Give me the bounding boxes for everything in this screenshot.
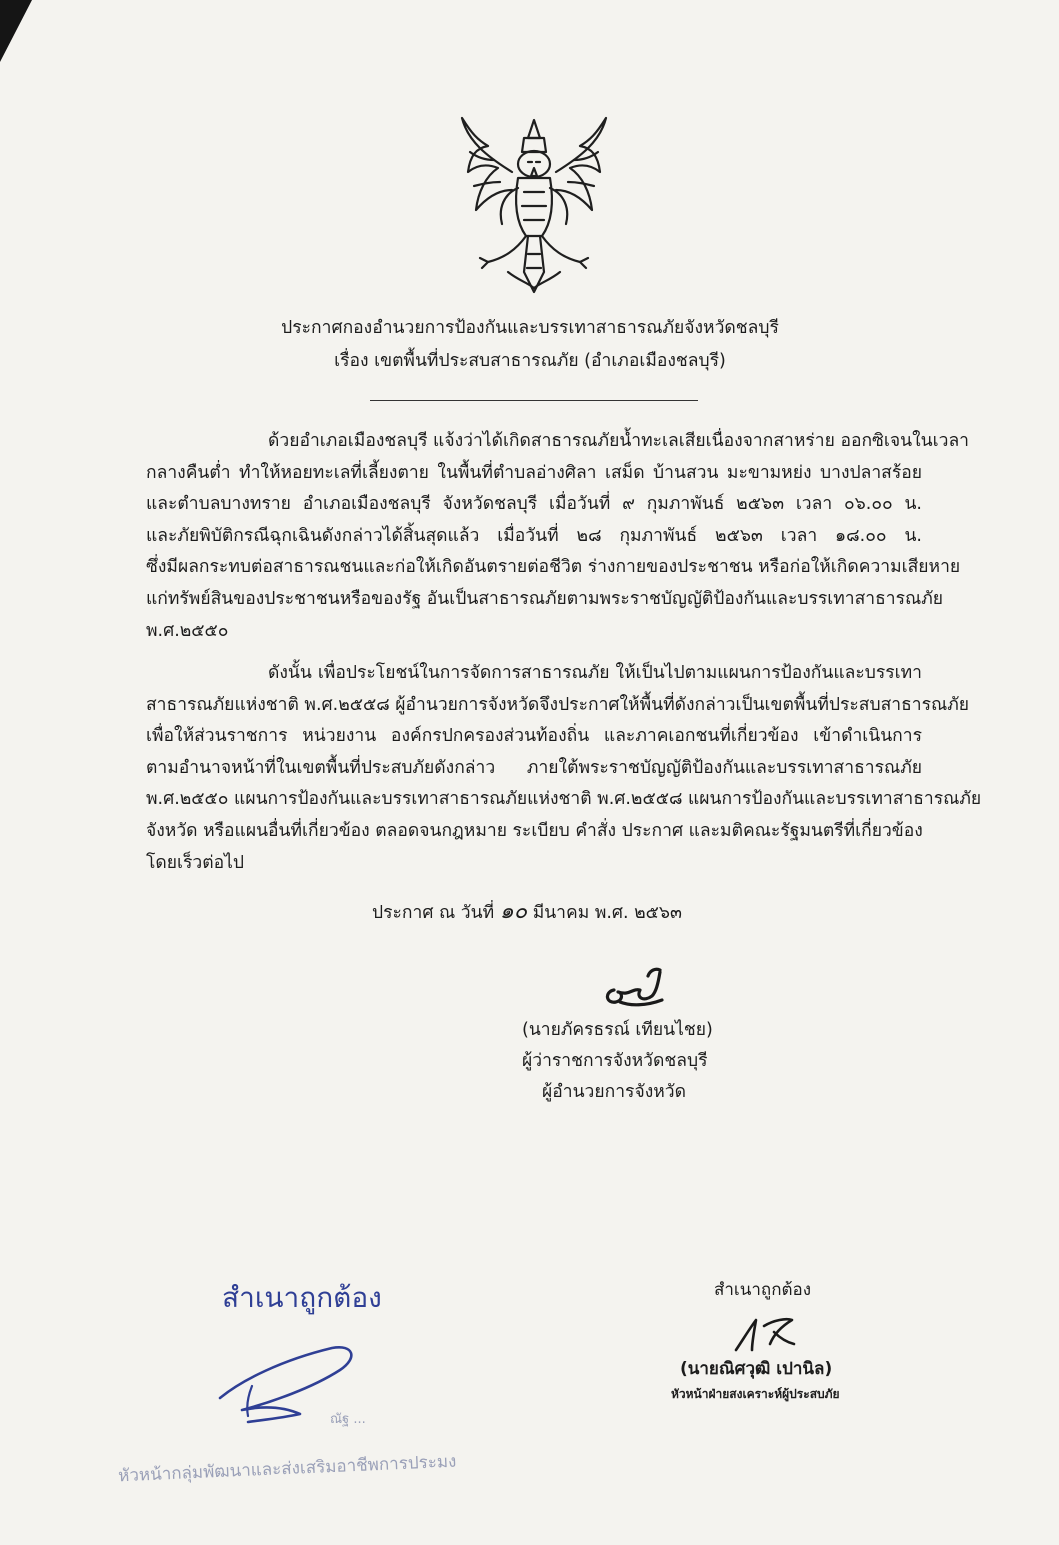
announcement-heading: ประกาศกองอำนวยการป้องกันและบรรเทาสาธารณภัยจังหวัดชลบุรี (281, 318, 779, 338)
paragraph-line: แก่ทรัพย์สินของประชาชนหรือของรัฐ อันเป็นสาธารณภัยตามพระราชบัญญัติป้องกันและบรรเทาสาธารณภัย (146, 588, 944, 609)
scan-corner-shadow (0, 0, 32, 62)
date-prefix: ประกาศ ณ วันที่ (372, 903, 495, 923)
paragraph-line: สาธารณภัยแห่งชาติ พ.ศ.๒๕๕๘ ผู้อำนวยการจังหวัดจึงประกาศให้พื้นที่ดังกล่าวเป็นเขตพื้นที่ประสบสาธารณภัย (146, 694, 970, 715)
paragraph-1 (146, 426, 969, 647)
paragraph-line: จังหวัด หรือแผนอื่นที่เกี่ยวข้อง ตลอดจนกฎหมาย ระเบียบ คำสั่ง ประกาศ และมติคณะรัฐมนตรีที่เกี่ยวข้อง (146, 820, 923, 841)
paragraph-line: ด้วยอำเภอเมืองชลบุรี แจ้งว่าได้เกิดสาธารณภัยน้ำทะเลเสียเนื่องจากสาหร่าย ออกซิเจนในเวลา (268, 431, 969, 451)
date-suffix: มีนาคม พ.ศ. ๒๕๖๓ (532, 903, 683, 923)
paragraph-line: และภัยพิบัติกรณีฉุกเฉินดังกล่าวได้สิ้นสุดแล้ว เมื่อวันที่ ๒๘ กุมภาพันธ์ ๒๕๖๓ เวลา ๑๘.๐๐ น. (146, 525, 922, 546)
paragraph-line: โดยเร็วต่อไป (146, 852, 245, 873)
left-faded-title: หัวหน้ากลุ่มพัฒนาและส่งเสริมอาชีพการประมง (117, 1451, 457, 1487)
left-faded-name: ณัฐ ... (330, 1412, 366, 1427)
paragraph-2 (146, 658, 982, 879)
date-day-handwritten: ๑๐ (499, 899, 528, 924)
paragraph-line: ดังนั้น เพื่อประโยชน์ในการจัดการสาธารณภัย ให้เป็นไปตามแผนการป้องกันและบรรเทา (268, 663, 922, 683)
paragraph-line: และตำบลบางทราย อำเภอเมืองชลบุรี จังหวัดชลบุรี เมื่อวันที่ ๙ กุมภาพันธ์ ๒๕๖๓ เวลา ๐๖.๐๐ น. (146, 494, 922, 515)
garuda-emblem-icon (448, 112, 620, 297)
signer-name: (นายภัครธรณ์ เทียนไชย) (522, 1020, 713, 1040)
paragraph-line: ตามอำนาจหน้าที่ในเขตพื้นที่ประสบภัยดังกล่าว ภายใต้พระราชบัญญัติป้องกันและบรรเทาสาธารณภัย (146, 757, 922, 778)
governor-signature-icon (600, 962, 670, 1012)
paragraph-line: กลางคืนต่ำ ทำให้หอยทะเลที่เลี้ยงตาย ในพื้นที่ตำบลอ่างศิลา เสม็ด บ้านสวน มะขามหย่ง บางปลาสร้อย (146, 462, 922, 483)
certified-copy-stamp: สำเนาถูกต้อง (222, 1281, 382, 1314)
right-signer-name: (นายณิศวุฒิ เปานิล) (680, 1359, 833, 1379)
right-certified-copy: สำเนาถูกต้อง (714, 1280, 812, 1300)
right-signer-title: หัวหน้าฝ่ายสงเคราะห์ผู้ประสบภัย (671, 1387, 840, 1401)
paragraph-line: ซึ่งมีผลกระทบต่อสาธารณชนและก่อให้เกิดอันตรายต่อชีวิต ร่างกายของประชาชน หรือก่อให้เกิดความเสียหาย (146, 557, 961, 578)
paragraph-line: พ.ศ.๒๕๕๐ (146, 620, 229, 641)
paragraph-line: เพื่อให้ส่วนราชการ หน่วยงาน องค์กรปกครองส่วนท้องถิ่น และภาคเอกชนที่เกี่ยวข้อง เข้าดำเนินการ (146, 726, 922, 747)
signer-title: ผู้ว่าราชการจังหวัดชลบุรี (522, 1051, 708, 1071)
signer-role: ผู้อำนวยการจังหวัด (542, 1082, 686, 1102)
announcement-subject: เรื่อง เขตพื้นที่ประสบสาธารณภัย (อำเภอเมืองชลบุรี) (334, 351, 726, 371)
right-signature-icon (730, 1312, 800, 1356)
paragraph-line: พ.ศ.๒๕๕๐ แผนการป้องกันและบรรเทาสาธารณภัยแห่งชาติ พ.ศ.๒๕๕๘ แผนการป้องกันและบรรเทาสาธารณภัย (146, 789, 982, 810)
announcement-date (372, 893, 682, 928)
governor-signature-block (522, 1015, 713, 1108)
divider-line (370, 400, 698, 401)
